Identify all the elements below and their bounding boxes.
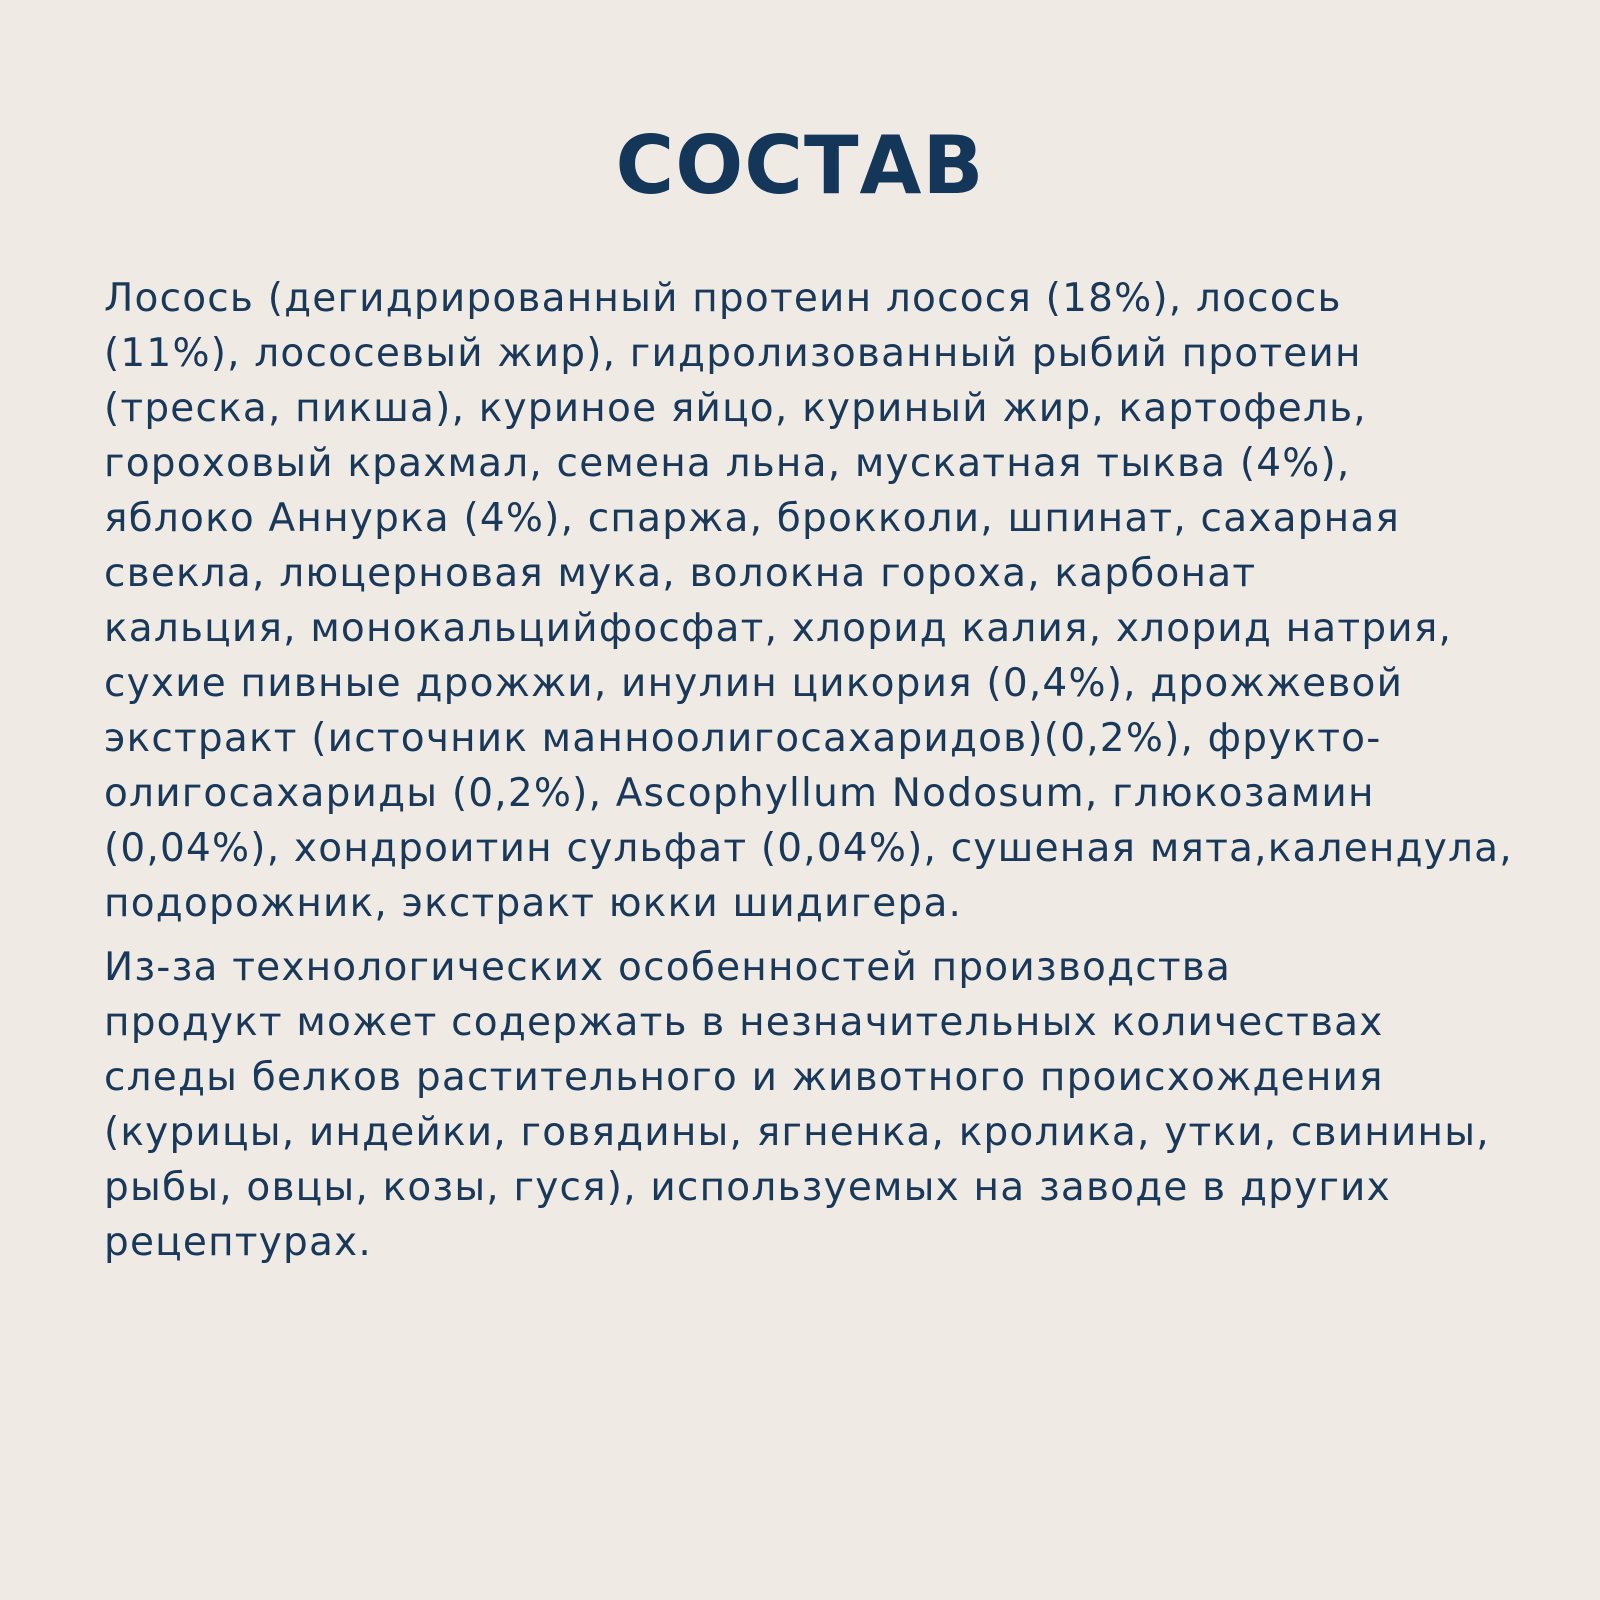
page-title: СОСТАВ [615, 119, 985, 212]
notice-line: рецептурах. [104, 1220, 372, 1265]
notice-line: (курицы, индейки, говядины, ягненка, кролика, утки, свинины, [104, 1110, 1490, 1155]
composition-line: гороховый крахмал, семена льна, мускатная тыква (4%), [104, 441, 1351, 486]
composition-line: олигосахариды (0,2%), Ascophyllum Nodosum, глюкозамин [104, 771, 1375, 816]
composition-line: подорожник, экстракт юкки шидигера. [104, 881, 963, 926]
allergen-notice [104, 940, 1544, 1270]
composition-line: сухие пивные дрожжи, инулин цикория (0,4%), дрожжевой [104, 661, 1404, 706]
notice-line: продукт может содержать в незначительных количествах [104, 1000, 1384, 1045]
composition-line: яблоко Аннурка (4%), спаржа, брокколи, шпинат, сахарная [104, 496, 1401, 541]
composition-line: Лосось (дегидрированный протеин лосося (18%), лосось [104, 276, 1342, 321]
composition-line: (0,04%), хондроитин сульфат (0,04%), сушеная мята,календула, [104, 826, 1513, 871]
notice-line: Из-за технологических особенностей производства [104, 945, 1232, 990]
composition-line: кальция, монокальцийфосфат, хлорид калия, хлорид натрия, [104, 606, 1453, 651]
notice-line: рыбы, овцы, козы, гуся), используемых на заводе в других [104, 1165, 1391, 1210]
notice-line: следы белков растительного и животного происхождения [104, 1055, 1384, 1100]
composition-line: свекла, люцерновая мука, волокна гороха, карбонат [104, 551, 1257, 596]
composition-line: экстракт (источник маннoолигосахаридов)(0,2%), фрукто- [104, 716, 1382, 761]
composition-text [104, 271, 1544, 931]
composition-line: (11%), лососевый жир), гидролизованный рыбий протеин [104, 331, 1362, 376]
composition-line: (треска, пикша), куриное яйцо, куриный жир, картофель, [104, 386, 1367, 431]
